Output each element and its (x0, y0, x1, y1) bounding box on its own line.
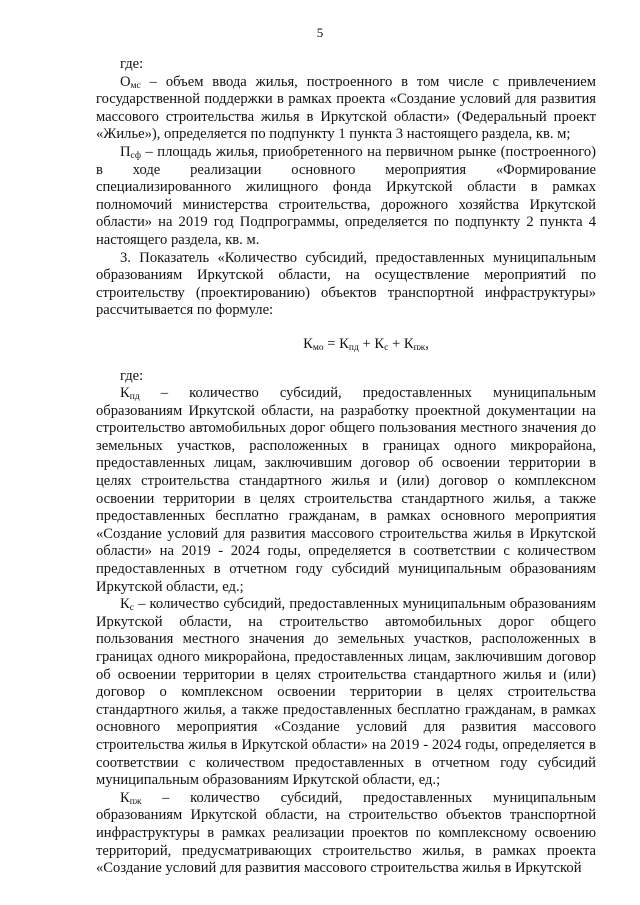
text-run: 3. Показатель «Количество субсидий, предоставленных муниципальным образованиям Иркутской области, на осуществление мероприятий по строительству (проектированию) объектов транспортной инфраструктуры» рассчитывается по формуле: (96, 249, 596, 319)
subscript: пд (348, 342, 359, 353)
subscript: с (384, 342, 389, 353)
text-run: К (303, 335, 313, 352)
subscript: пд (129, 392, 140, 403)
paragraph (96, 74, 596, 144)
subscript: мс (130, 80, 141, 91)
text-run: где: (120, 367, 144, 384)
paragraph (96, 385, 596, 596)
text-run: + К (388, 335, 414, 352)
paragraph (96, 596, 596, 790)
text-run: + К (358, 335, 385, 352)
text-run: О (120, 73, 131, 90)
paragraph (96, 56, 596, 74)
paragraph (96, 250, 596, 320)
text-run: К (120, 789, 130, 806)
subscript: сф (130, 150, 142, 161)
text-run: где: (120, 56, 144, 72)
paragraph (96, 144, 596, 250)
paragraph (96, 790, 596, 878)
text-run: – объем ввода жилья, построенного в том числе с привлечением государственной поддержки в рамках проекта «Создание условий для развития массового строительства жилья в Иркутской области» (Федеральный проект «Жилье»), определяется по подпункту 1 пункта 3 настоящего раздела, кв. м; (96, 73, 596, 143)
subscript: мо (312, 342, 324, 353)
text-run: – количество субсидий, предоставленных муниципальным образованиям Иркутской области, на строительство объектов транспортной инфраструктуры в рамках реализации проектов по комплексному освоению территорий, предусматривающих строительство жилья, в рамках проекта «Создание условий для развития массового строительства жилья в Иркутской (96, 789, 596, 877)
formula (96, 336, 596, 354)
text-run: К (120, 385, 130, 402)
text-run: – количество субсидий, предоставленных муниципальным образованиям Иркутской области, на разработку проектной документации на строительство автомобильных дорог общего пользования местного значения до земельных участков, расположенных в границах одного микрорайона, предоставленных лицам, заключившим договор об освоении территории в целях строительства стандартного жилья и (или) договор о комплексном освоении территории в целях строительства стандартного жилья, а также предоставленных бесплатно гражданам, в рамках основного мероприятия «Создание условий для развития массового строительства жилья в Иркутской области» на 2019 - 2024 годы, определяется в соответствии с количеством предоставленных в отчетном году субсидий муниципальным образованиям Иркутской области, ед.; (96, 385, 596, 595)
text-run: = К (323, 335, 349, 352)
text-run: – площадь жилья, приобретенного на первичном рынке (построенного) в ходе реализации основного мероприятия «Формирование специализированного жилищного фонда Иркутской области в рамках полномочий министерства строительства, дорожного хозяйства Иркутской области» на 2019 год Подпрограммы, определяется по подпункту 2 пункта 4 настоящего раздела, кв. м. (96, 143, 596, 248)
document-body (96, 56, 596, 878)
page-number: 5 (316, 25, 324, 40)
subscript: пж (129, 796, 142, 807)
text-run: П (120, 143, 131, 160)
text-run: – количество субсидий, предоставленных муниципальным образованиям Иркутской области, на строительство автомобильных дорог общего пользования местного значения до земельных участков, расположенных в границах одного микрорайона, предоставленных лицам, заключившим договор об освоении территории в целях строительства стандартного жилья и (или) договор о комплексном освоении территории в целях строительства стандартного жилья, а также предоставленных бесплатно гражданам, в рамках основного мероприятия «Создание условий для развития массового строительства жилья в Иркутской области» на 2019 - 2024 годы, определяется в соответствии с количеством предоставленных в отчетном году субсидий муниципальным образованиям Иркутской области, ед.; (96, 596, 596, 789)
subscript: пж (413, 342, 426, 353)
paragraph (96, 368, 596, 386)
text-run: , (425, 335, 429, 352)
subscript: с (129, 603, 134, 614)
text-run: К (120, 596, 130, 613)
